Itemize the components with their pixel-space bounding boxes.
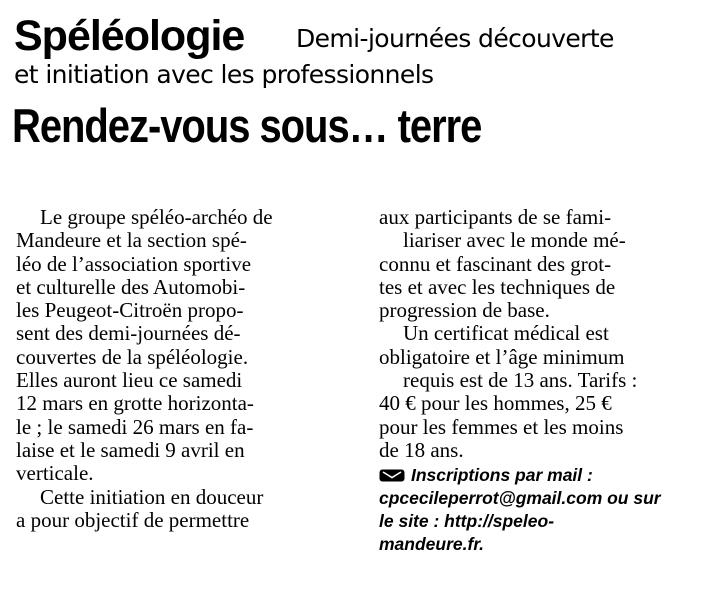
rubric-title: Spéléologie [14, 12, 245, 60]
text-line: le ; le samedi 26 mars en fa- [16, 414, 254, 439]
inscriptions-label: Inscriptions par mail : [411, 465, 593, 486]
paragraph [16, 206, 342, 486]
text-line: les Peugeot-Citroën propo- [16, 298, 244, 323]
text-line: laise et le samedi 9 avril en [16, 437, 245, 462]
text-line: léo de l’association sportive [16, 251, 252, 276]
text-line: liariser avec le monde mé- [403, 228, 626, 253]
text-line: pour les femmes et les moins [379, 414, 624, 439]
text-line: couvertes de la spéléologie. [16, 344, 249, 369]
text-line: obligatoire et l’âge minimum [379, 344, 625, 369]
text-line: sent des demi-journées dé- [16, 321, 241, 346]
inscriptions-line: le site : http://speleo- [379, 511, 555, 532]
text-line: 12 mars en grotte horizonta- [16, 391, 254, 416]
subtitle-line-2: et initiation avec les professionnels [14, 60, 434, 89]
paragraph [379, 322, 713, 462]
paragraph [16, 486, 342, 533]
paragraph [379, 206, 713, 322]
inscriptions-block [379, 464, 713, 556]
text-line: Le groupe spéléo-archéo de [40, 205, 273, 229]
column-1 [16, 206, 342, 532]
text-line: 40 € pour les hommes, 25 € [379, 391, 612, 416]
text-line: progression de base. [379, 298, 550, 323]
text-line: de 18 ans. [379, 437, 464, 462]
text-line: et culturelle des Automobi- [16, 274, 246, 299]
text-line: requis est de 13 ans. Tarifs : [403, 368, 638, 393]
text-line: a pour objectif de permettre [16, 507, 250, 532]
website-link[interactable]: mandeure.fr. [379, 534, 485, 555]
text-line: Cette initiation en douceur [40, 484, 264, 509]
text-line: Elles auront lieu ce samedi [16, 368, 243, 393]
mail-icon [379, 469, 405, 482]
inscriptions-line [379, 464, 713, 487]
text-line: tes et avec les techniques de [379, 274, 616, 299]
text-line: verticale. [16, 461, 94, 486]
subtitle-line-1: Demi-journées découverte [296, 24, 614, 53]
text-line: Un certificat médical est [403, 321, 609, 346]
headline: Rendez-vous sous… terre [12, 99, 482, 152]
email-link[interactable]: cpcecileperrot@gmail.com ou sur [379, 488, 661, 509]
column-2 [379, 206, 713, 556]
text-line: connu et fascinant des grot- [379, 251, 612, 276]
text-line: Mandeure et la section spé- [16, 228, 247, 253]
text-line: aux participants de se fami- [379, 205, 612, 229]
